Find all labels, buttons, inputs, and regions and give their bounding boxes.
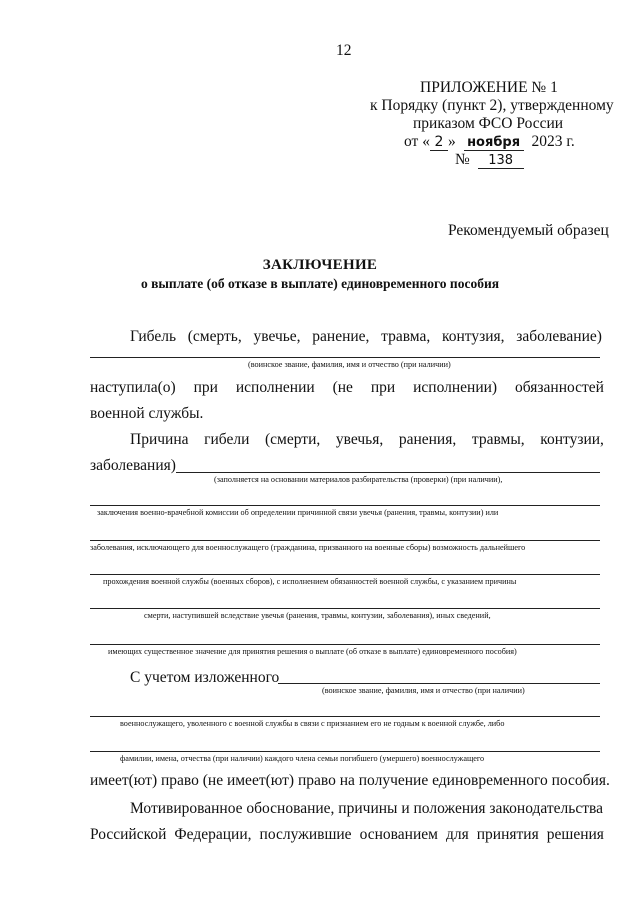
- field-caption: военнослужащего, уволенного с военной службы в связи с признанием его не годным к военной службе, либо: [120, 719, 505, 728]
- p4-word: Российской: [90, 826, 167, 843]
- p3-start: С учетом изложенного: [130, 669, 280, 686]
- document-subtitle: о выплате (об отказе в выплате) единовременного пособия: [140, 276, 500, 291]
- number-sign: №: [455, 151, 470, 168]
- p1-word: контузия,: [441, 328, 505, 345]
- fill-line: [90, 574, 600, 575]
- appendix-line-2: приказом ФСО России: [413, 115, 564, 132]
- appendix-title: ПРИЛОЖЕНИЕ № 1: [420, 79, 558, 96]
- p1-word: наступила(о): [90, 379, 176, 396]
- fill-line: [90, 751, 600, 752]
- p1-line-3: военной службы.: [90, 405, 204, 422]
- p2-word: травмы,: [471, 431, 525, 448]
- field-caption: заключения военно-врачебной комиссии об определении причинной связи увечья (ранения, травмы, контузии) или: [97, 508, 499, 517]
- order-number: 138: [478, 153, 524, 169]
- recommended-sample: Рекомендуемый образец: [448, 222, 609, 239]
- p2-word: гибели: [204, 431, 250, 448]
- p4-word: основанием: [359, 826, 438, 843]
- p2-word: ранения,: [398, 431, 457, 448]
- appendix-date: [404, 133, 575, 151]
- p1-word: травма,: [381, 328, 431, 345]
- p1-line-2: [90, 379, 604, 397]
- p1-word: ранение,: [312, 328, 370, 345]
- p4-word: Федерации,: [174, 826, 252, 843]
- date-day: 2: [430, 134, 448, 151]
- p2-line-1: [130, 431, 604, 449]
- document-title: ЗАКЛЮЧЕНИЕ: [262, 257, 378, 273]
- p4-word: послужившие: [259, 826, 352, 843]
- p1-word: исполнении): [413, 379, 498, 396]
- p2-word: увечья,: [335, 431, 384, 448]
- field-caption: имеющих существенное значение для принятия решения о выплате (об отказе в выплате) единовременного пособия): [108, 647, 517, 656]
- p1-word: заболевание): [516, 328, 602, 345]
- p3-conclusion: имеет(ют) право (не имеет(ют) право на получение единовременного пособия.: [90, 772, 610, 789]
- p1-word: при: [370, 379, 396, 396]
- p1-word: обязанностей: [515, 379, 604, 396]
- p2-line-2-start: заболевания): [90, 457, 176, 474]
- field-caption: смерти, наступившей вследствие увечья (ранения, травмы, контузии, заболевания), иных сведений,: [144, 611, 491, 620]
- p1-word: (не: [332, 379, 353, 396]
- p4-word: для: [445, 826, 469, 843]
- field-caption: (воинское звание, фамилия, имя и отчество (при наличии): [322, 686, 525, 695]
- date-month: ноября: [464, 135, 524, 151]
- p1-line-1: [130, 328, 602, 346]
- p1-word: при: [193, 379, 218, 396]
- page-number: 12: [336, 42, 352, 59]
- appendix-line-1: к Порядку (пункт 2), утвержденному: [370, 97, 614, 114]
- fill-line: [90, 357, 600, 358]
- p1-word: (смерть,: [187, 328, 242, 345]
- fill-line: [278, 683, 600, 684]
- field-caption: (заполняется на основании материалов разбирательства (проверки) (при наличии),: [214, 475, 503, 484]
- p1-word: Гибель: [130, 328, 177, 345]
- field-caption: (воинское звание, фамилия, имя и отчество (при наличии): [248, 360, 451, 369]
- p4-line-1: Мотивированное обоснование, причины и положения законодательства: [130, 800, 603, 817]
- field-caption: фамилии, имена, отчества (при наличии) каждого члена семьи погибшего (умершего) военнослужащего: [120, 754, 485, 763]
- p1-word: увечье,: [253, 328, 301, 345]
- fill-line: [90, 716, 600, 717]
- p2-word: контузии,: [540, 431, 604, 448]
- p4-line-2: [90, 826, 604, 844]
- fill-line: [90, 540, 600, 541]
- p2-word: Причина: [130, 431, 189, 448]
- field-caption: заболевания, исключающего для военнослужащего (гражданина, призванного на военные сборы) возможность дальнейшего: [90, 543, 526, 552]
- p1-word: исполнении: [235, 379, 315, 396]
- fill-line: [90, 505, 600, 506]
- fill-line: [90, 608, 600, 609]
- p4-word: решения: [546, 826, 604, 843]
- fill-line: [90, 644, 600, 645]
- appendix-number: [455, 151, 524, 169]
- date-year: 2023 г.: [531, 133, 575, 150]
- p4-word: принятия: [476, 826, 539, 843]
- fill-line: [176, 472, 600, 473]
- field-caption: прохождения военной службы (военных сборов), с исполнением обязанностей военной службы, с указанием причины: [103, 577, 517, 586]
- date-mid: »: [447, 133, 456, 150]
- p2-word: (смерти,: [265, 431, 321, 448]
- date-prefix: от «: [404, 133, 430, 150]
